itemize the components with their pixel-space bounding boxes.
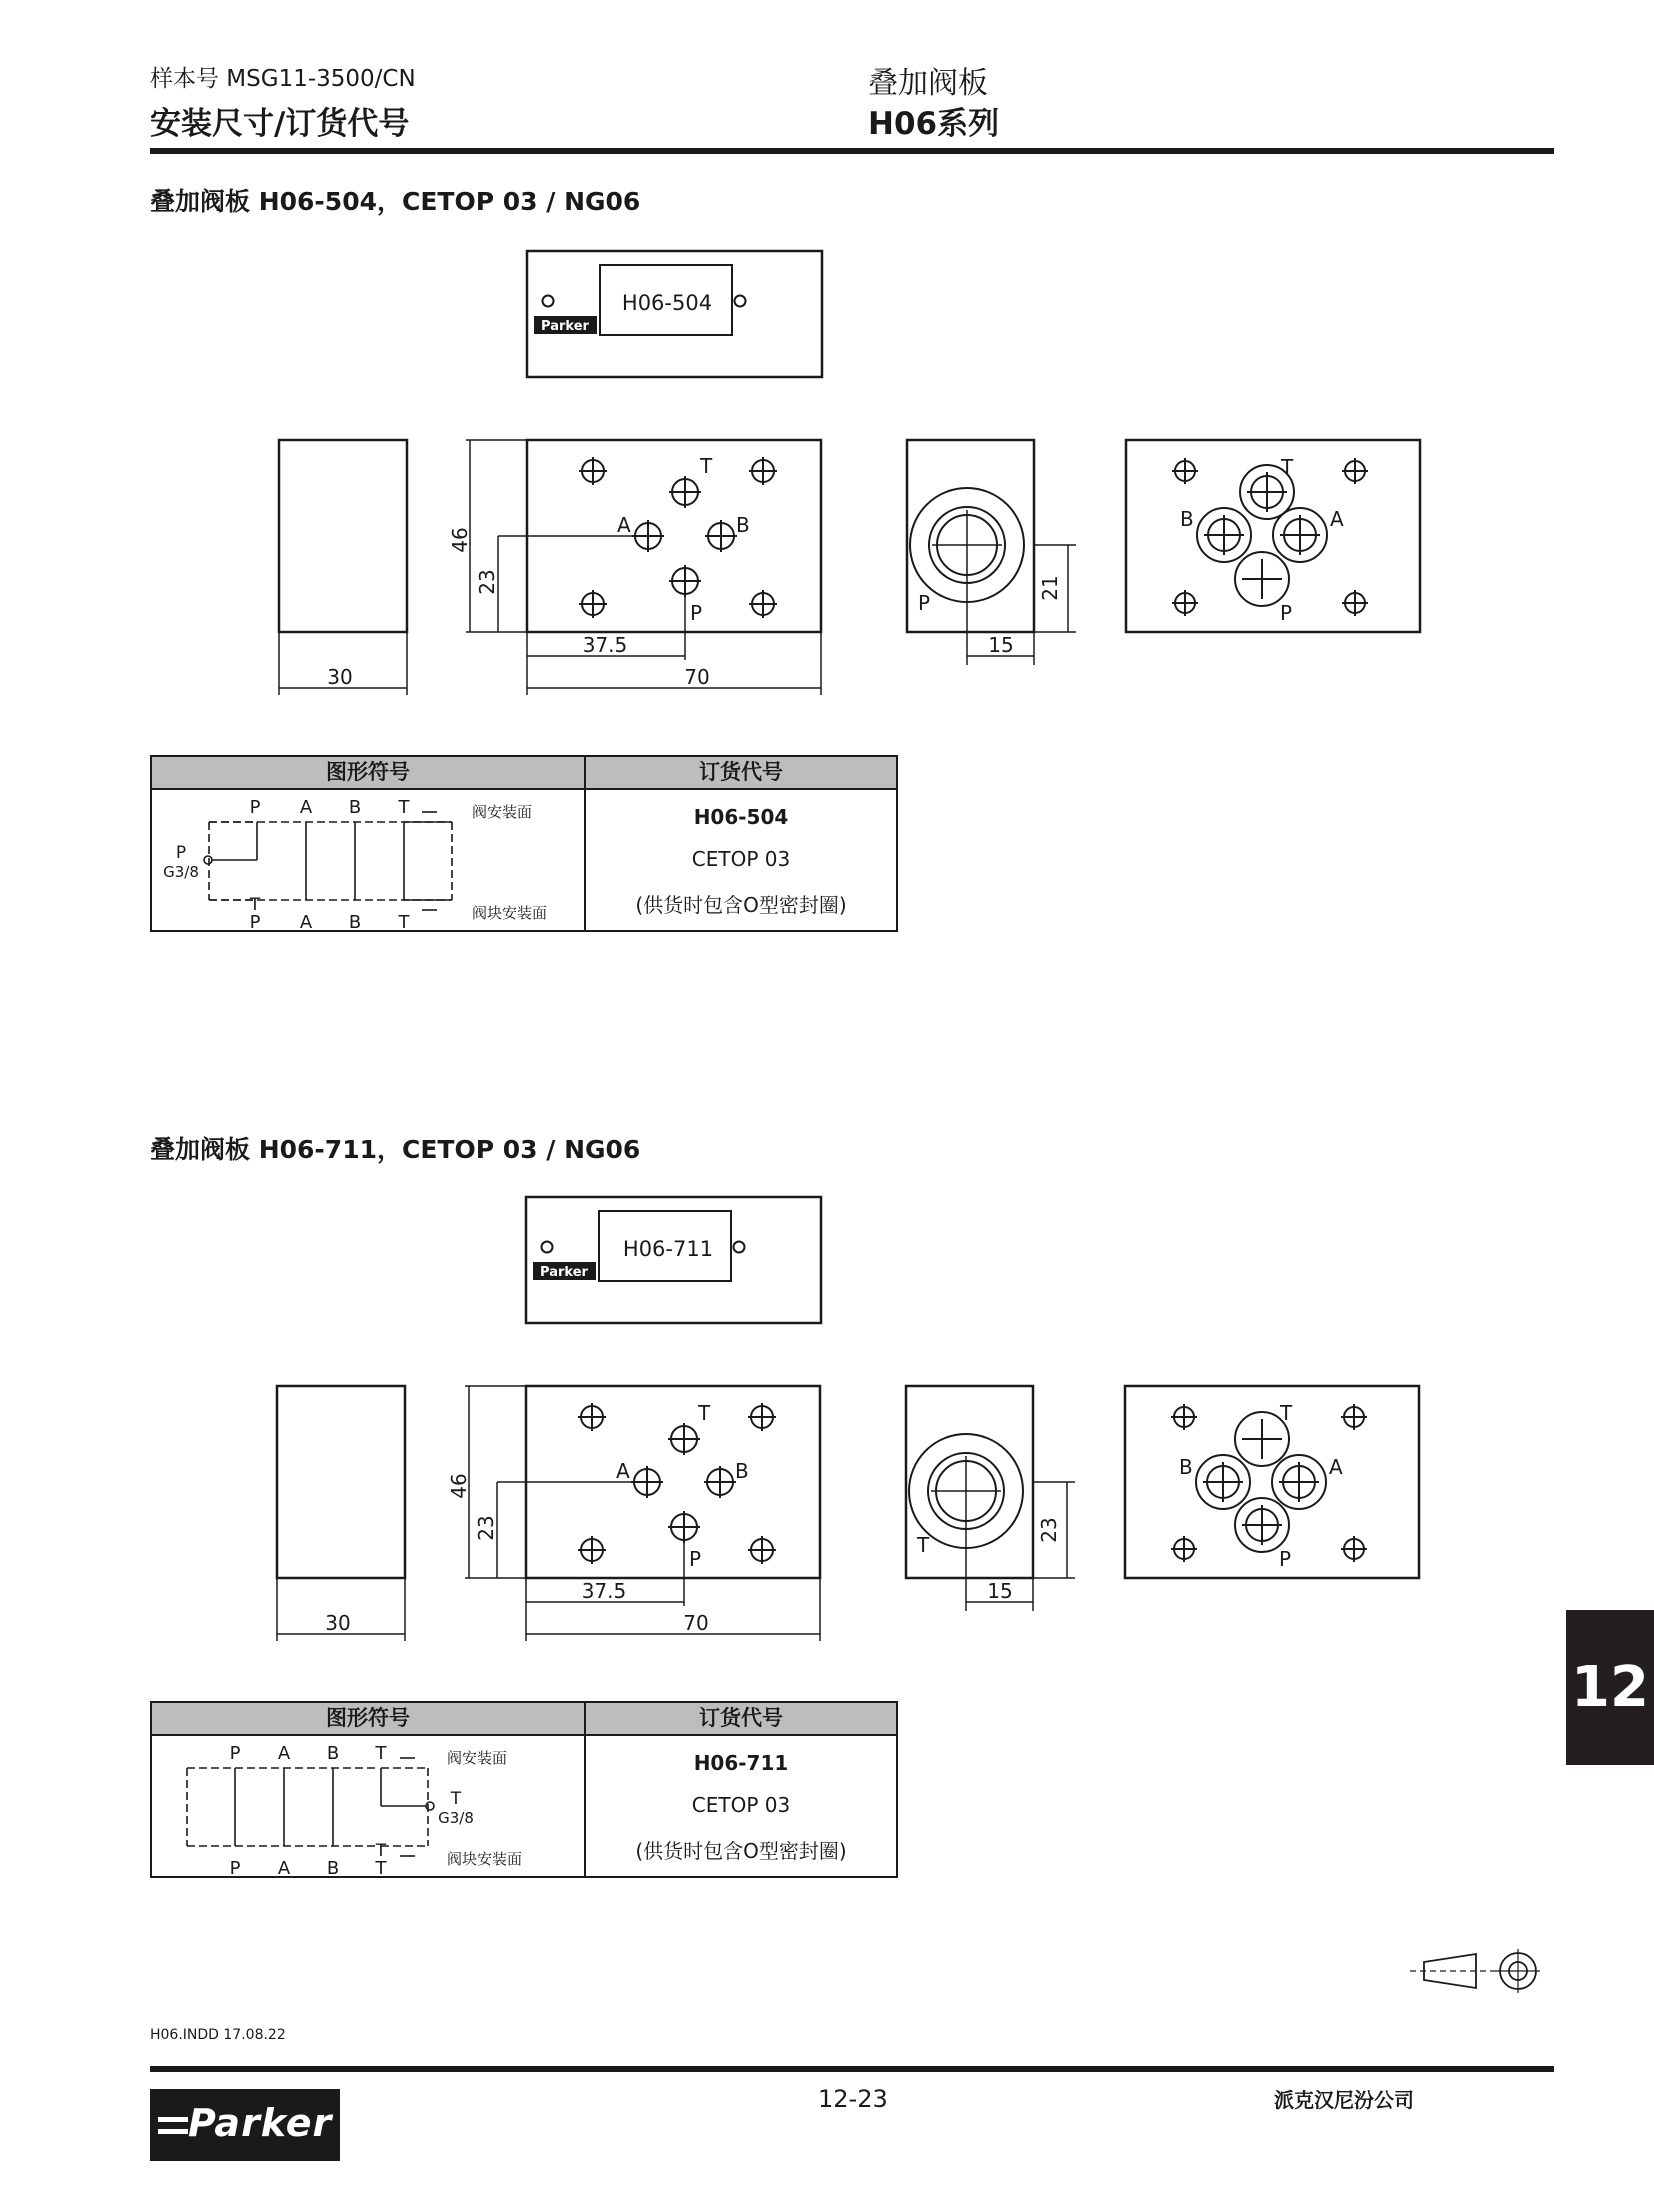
dim-46: 46 bbox=[448, 527, 472, 553]
bottom-ports bbox=[1196, 1412, 1326, 1552]
section-2-title: 叠加阀板 H06-711，CETOP 03 / NG06 bbox=[150, 1135, 641, 1164]
svg-text:G3/8: G3/8 bbox=[438, 1809, 474, 1827]
section-1-order-table bbox=[150, 755, 898, 932]
footer-rule bbox=[150, 2066, 1554, 2072]
svg-text:A: A bbox=[277, 1858, 291, 1878]
bottom-port-a: A bbox=[1329, 1455, 1343, 1479]
dim-15: 15 bbox=[988, 633, 1014, 657]
side-port-label: P bbox=[918, 591, 931, 615]
page-number: 12-23 bbox=[818, 2085, 888, 2113]
chapter-tab: 12 bbox=[1566, 1610, 1654, 1765]
svg-text:T: T bbox=[450, 1789, 462, 1809]
svg-text:P: P bbox=[249, 797, 261, 818]
svg-text:T: T bbox=[398, 912, 410, 932]
dim-23-side: 23 bbox=[1037, 1517, 1061, 1543]
side-view-body bbox=[277, 1386, 405, 1578]
dim-30: 30 bbox=[325, 1611, 351, 1635]
svg-text:P: P bbox=[249, 912, 261, 932]
dimension-lines bbox=[277, 1386, 820, 1641]
svg-text:阀安装面: 阀安装面 bbox=[447, 1749, 508, 1767]
hydraulic-symbol bbox=[152, 790, 584, 932]
section-2-drawing bbox=[277, 1197, 1419, 1641]
dim-23: 23 bbox=[474, 1515, 498, 1541]
svg-text:T: T bbox=[375, 1743, 387, 1764]
dim-30: 30 bbox=[327, 665, 353, 689]
svg-text:T: T bbox=[398, 797, 410, 818]
symbol-header: 图形符号 bbox=[152, 1703, 584, 1736]
dim-70: 70 bbox=[683, 1611, 709, 1635]
port-label-b: B bbox=[735, 1459, 749, 1483]
svg-text:阀安装面: 阀安装面 bbox=[472, 803, 533, 821]
svg-text:G3/8: G3/8 bbox=[163, 863, 199, 881]
bottom-port-a: A bbox=[1330, 507, 1344, 531]
section-1-drawing bbox=[279, 251, 1420, 695]
hydraulic-symbol bbox=[152, 1736, 584, 1878]
face-ports bbox=[631, 1423, 736, 1543]
dim-37-5: 37.5 bbox=[582, 633, 628, 657]
svg-text:B: B bbox=[348, 912, 362, 932]
parker-logo-text: Parker bbox=[188, 2101, 333, 2145]
svg-text:阀块安装面: 阀块安装面 bbox=[447, 1850, 523, 1868]
bottom-port-b: B bbox=[1179, 1455, 1193, 1479]
mount-hole bbox=[543, 296, 554, 307]
parker-logo bbox=[150, 2089, 340, 2161]
svg-text:A: A bbox=[277, 1743, 291, 1764]
port-label-a: A bbox=[617, 513, 631, 537]
file-info: H06.INDD 17.08.22 bbox=[150, 2027, 286, 2043]
dim-37-5: 37.5 bbox=[581, 1579, 627, 1603]
order-note: (供货时包含O型密封圈) bbox=[635, 1839, 847, 1863]
order-code: H06-711 bbox=[693, 1751, 789, 1775]
catalog-number: 样本号 MSG11-3500/CN bbox=[150, 66, 416, 92]
bottom-port-p: P bbox=[1280, 601, 1293, 625]
svg-text:A: A bbox=[299, 797, 313, 818]
nameplate-brand: Parker bbox=[541, 319, 589, 334]
dim-23: 23 bbox=[475, 569, 499, 595]
cetop-size: CETOP 03 bbox=[691, 847, 791, 871]
svg-text:P: P bbox=[229, 1858, 241, 1878]
port-label-t: T bbox=[698, 1401, 711, 1425]
port-label-a: A bbox=[616, 1459, 630, 1483]
dim-70: 70 bbox=[684, 665, 710, 689]
svg-text:T: T bbox=[375, 1841, 387, 1861]
svg-text:B: B bbox=[348, 797, 362, 818]
bottom-port-t: T bbox=[1281, 455, 1294, 479]
port-label-p: P bbox=[689, 1547, 702, 1571]
section-title: 安装尺寸/订货代号 bbox=[150, 106, 410, 142]
bottom-corner-holes bbox=[1172, 458, 1368, 616]
nameplate-model: H06-504 bbox=[621, 291, 713, 315]
bottom-port-t: T bbox=[1280, 1401, 1293, 1425]
series-name: H06系列 bbox=[868, 106, 1000, 142]
svg-text:A: A bbox=[299, 912, 313, 932]
section-2-order-table bbox=[150, 1701, 898, 1878]
svg-text:P: P bbox=[229, 1743, 241, 1764]
dimension-lines bbox=[279, 440, 821, 695]
mount-hole bbox=[735, 296, 746, 307]
section-1-title: 叠加阀板 H06-504，CETOP 03 / NG06 bbox=[150, 187, 641, 216]
svg-text:阀块安装面: 阀块安装面 bbox=[472, 904, 548, 922]
port-label-b: B bbox=[736, 513, 750, 537]
mount-hole bbox=[542, 1242, 553, 1253]
dim-46: 46 bbox=[447, 1473, 471, 1499]
dim-21: 21 bbox=[1038, 575, 1062, 601]
nameplate-brand: Parker bbox=[540, 1265, 588, 1280]
company-name: 派克汉尼汾公司 bbox=[1274, 2088, 1414, 2112]
side-port-label: T bbox=[917, 1533, 930, 1557]
bottom-port-b: B bbox=[1180, 507, 1194, 531]
svg-text:T: T bbox=[375, 1858, 387, 1878]
order-code-header: 订货代号 bbox=[586, 757, 896, 790]
nameplate-model: H06-711 bbox=[622, 1237, 714, 1261]
svg-text:B: B bbox=[326, 1858, 340, 1878]
bottom-port-p: P bbox=[1279, 1547, 1292, 1571]
cetop-size: CETOP 03 bbox=[691, 1793, 791, 1817]
symbol-header: 图形符号 bbox=[152, 757, 584, 790]
bottom-ports bbox=[1197, 465, 1327, 606]
svg-text:P: P bbox=[175, 843, 187, 863]
order-code-header: 订货代号 bbox=[586, 1703, 896, 1736]
projection-symbol-icon bbox=[1410, 1949, 1540, 1993]
dim-15: 15 bbox=[987, 1579, 1013, 1603]
port-label-p: P bbox=[690, 601, 703, 625]
face-ports bbox=[632, 476, 737, 597]
product-name: 叠加阀板 bbox=[868, 66, 988, 101]
side-view-body bbox=[279, 440, 407, 632]
mount-hole bbox=[734, 1242, 745, 1253]
svg-text:T: T bbox=[249, 895, 261, 915]
order-note: (供货时包含O型密封圈) bbox=[635, 893, 847, 917]
order-code: H06-504 bbox=[693, 805, 789, 829]
port-label-t: T bbox=[700, 454, 713, 478]
svg-text:B: B bbox=[326, 1743, 340, 1764]
